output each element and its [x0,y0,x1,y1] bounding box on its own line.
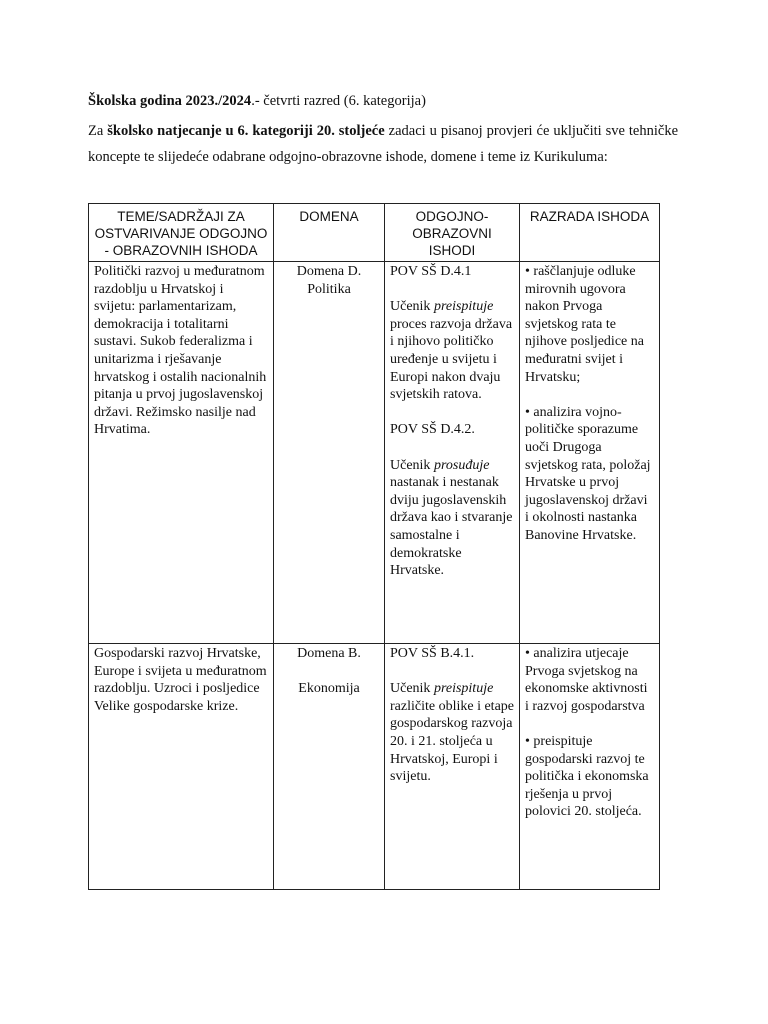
table-row [89,644,660,890]
outcome-subject: Učenik [390,681,434,697]
domain-code: Domena D. [296,264,362,279]
outcome-text: nastanak i nestanak dviju jugoslavenskih država kao i stvaranje samostalne i demokratske Hrvatske. [390,475,513,579]
outcome-code: POV SŠ D.4.2. [390,422,475,438]
outcome-verb: preispituje [433,681,494,697]
outcome-verb: prosuđuje [433,457,490,473]
outcome-description [390,298,514,404]
grade-category-label: .- četvrti razred (6. kategorija) [251,93,426,109]
elaboration-item: • analizira utjecaje Prvoga svjetskog na ekonomske aktivnosti i razvoj gospodarstva [525,646,648,714]
document-heading [88,91,688,111]
intro-text-start: Za [88,123,108,139]
table-row [89,262,660,644]
outcome-code: POV SŠ B.4.1. [390,646,475,661]
elaboration-item: • raščlanjuje odluke mirovnih ugovora nakon Prvoga svjetskog rata te njihove posljedice na međuratni svijet i Hrvatsku; [525,264,644,385]
outcome-text: proces razvoja država i njihovo političko uređenje u svijetu i Europi nakon dvaju svjetskih ratova. [390,316,513,403]
elaboration-item: • preispituje gospodarski razvoj te politička i ekonomska rješenja u prvoj polovici 20. stoljeća. [525,733,649,820]
elaboration-cell [520,644,660,890]
outcome-subject: Učenik [390,299,434,315]
header-elaboration: RAZRADA ISHODA [520,204,660,262]
header-outcomes: ODGOJNO-OBRAZOVNI ISHODI [385,204,520,262]
elaboration-cell [520,262,660,644]
topic-cell: Politički razvoj u međuratnom razdoblju u Hrvatskoj i svijetu: parlamentarizam, demokracija i totalitarni sustavi. Sukob federalizma i unitarizma i rješavanje hrvatskog i ostalih nacionalnih pitanja u prvoj jugoslavenskoj državi. Režimsko nasilje nad Hrvatima. [89,262,274,644]
outcomes-cell [385,644,520,890]
intro-bold-phrase: školsko natjecanje u 6. kategoriji 20. stoljeće [107,123,385,139]
outcome-code: POV SŠ D.4.1 [390,264,472,279]
domain-cell [274,644,385,890]
outcome-verb: preispituje [433,299,494,315]
domain-code: Domena B. [297,646,361,661]
school-year-label: Školska godina 2023./2024 [88,93,252,109]
table-header-row [89,204,660,262]
outcome-subject: Učenik [390,457,434,473]
domain-cell [274,262,385,644]
outcomes-cell [385,262,520,644]
topic-cell: Gospodarski razvoj Hrvatske, Europe i svijeta u međuratnom razdoblju. Uzroci i posljedice Velike gospodarske krize. [89,644,274,890]
outcome-description [390,680,514,786]
domain-title: Ekonomija [298,681,360,697]
curriculum-table [88,203,660,890]
header-domain: DOMENA [274,204,385,262]
header-topics: TEME/SADRŽAJI ZA OSTVARIVANJE ODGOJNO - OBRAZOVNIH ISHODA [89,204,274,262]
outcome-text: različite oblike i etape gospodarskog razvoja 20. i 21. stoljeća u Hrvatskoj, Europi i svijetu. [390,698,514,785]
domain-title: Politika [307,281,351,297]
elaboration-item: • analizira vojno-političke sporazume uoči Drugoga svjetskog rata, položaj Hrvatske u prvoj jugoslavenskoj državi i okolnosti nastanka Banovine Hrvatske. [525,404,651,543]
outcome-description [390,457,514,580]
intro-paragraph [88,118,678,170]
intro-text-rest: zadaci u pisanoj provjeri će uključiti sve tehničke koncepte te slijedeće odabrane odgojno-obrazovne ishode, domene i teme iz Kurikuluma: [88,123,679,165]
